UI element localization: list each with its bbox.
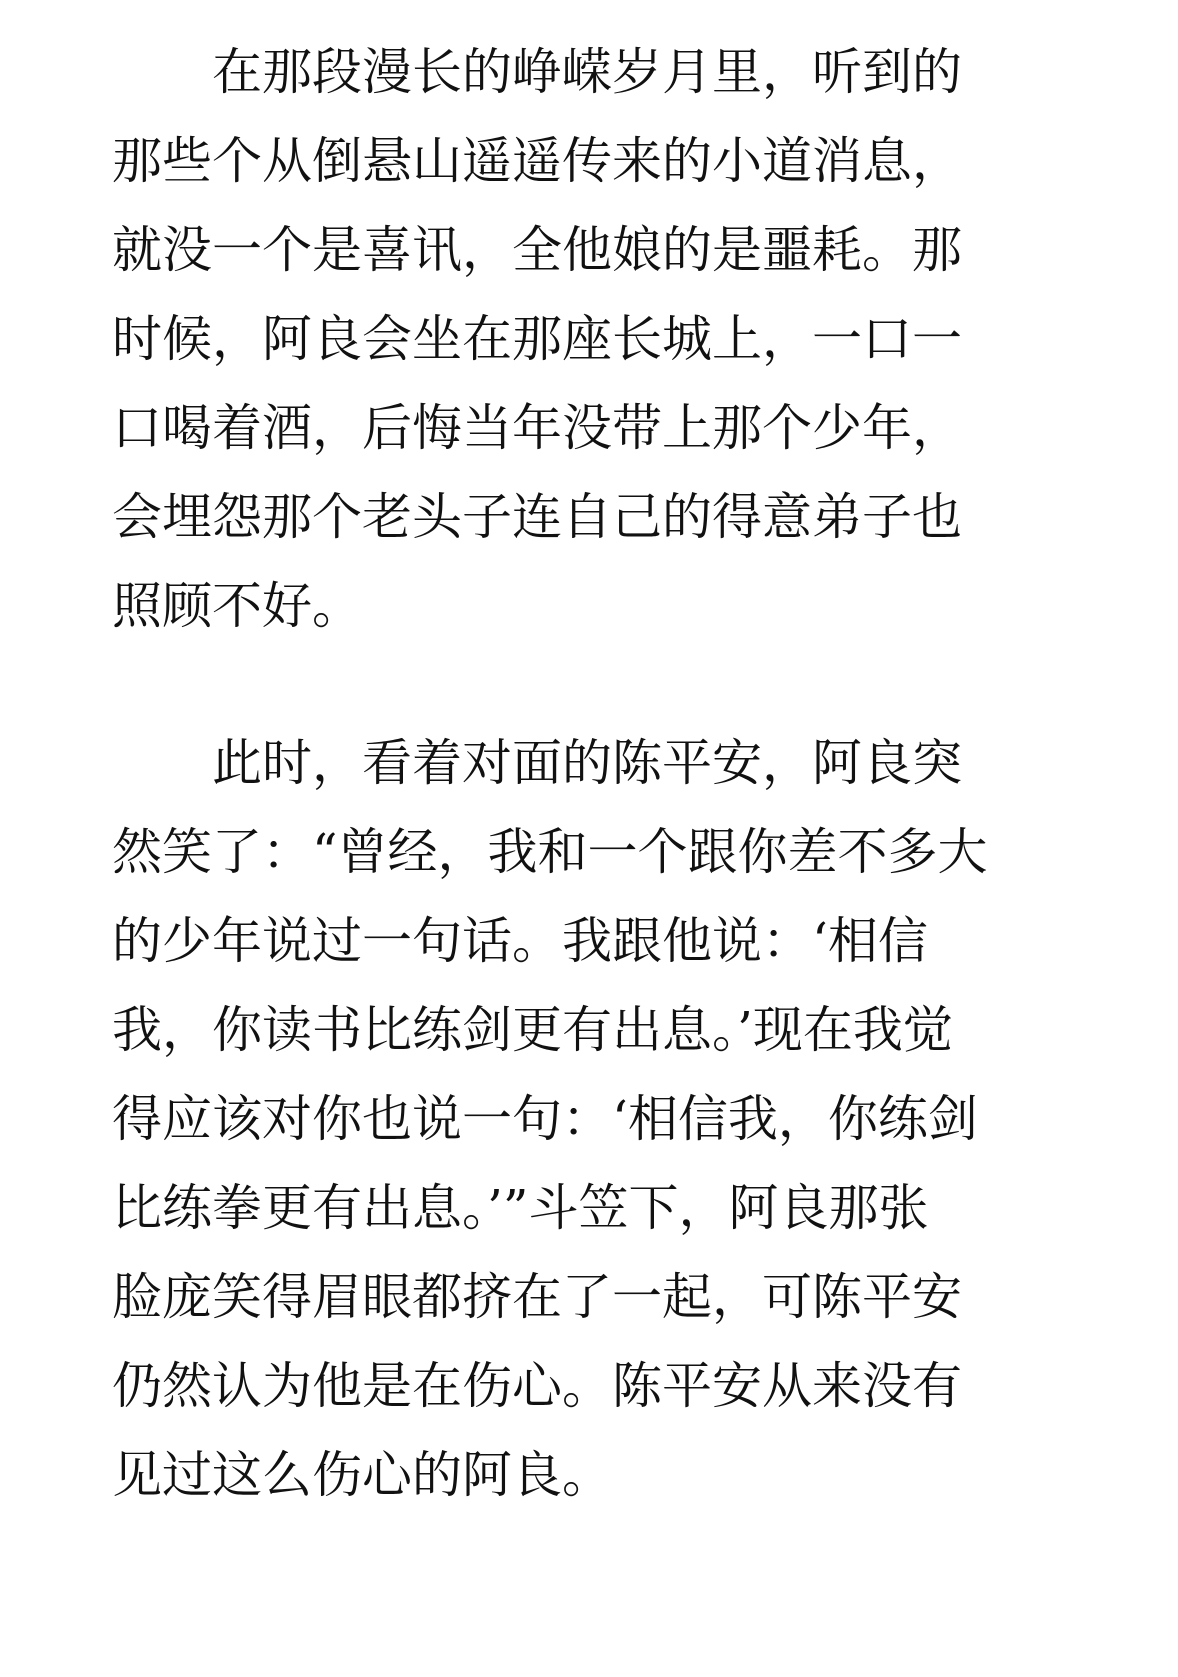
paragraph-1 [112, 28, 1112, 651]
text-line: 照顾不好。 [112, 577, 362, 635]
text-line: 那些个从倒悬山遥遥传来的小道消息， [112, 132, 962, 190]
text-line: 此时，看着对面的陈平安，阿良突 [212, 734, 962, 792]
text-line: 时候，阿良会坐在那座长城上，一口一 [112, 310, 962, 368]
text-line: 就没一个是喜讯，全他娘的是噩耗。那 [112, 221, 962, 279]
text-line: 的少年说过一句话。我跟他说：‘相信 [112, 912, 928, 970]
text-line: 然笑了：“曾经，我和一个跟你差不多大 [112, 823, 988, 881]
text-line: 会埋怨那个老头子连自己的得意弟子也 [112, 488, 962, 546]
text-line: 我，你读书比练剑更有出息。’现在我觉 [112, 1001, 953, 1059]
text-line: 比练拳更有出息。’”斗笠下，阿良那张 [112, 1179, 929, 1237]
text-line: 仍然认为他是在伤心。陈平安从来没有 [112, 1357, 962, 1415]
text-line: 得应该对你也说一句：‘相信我，你练剑 [112, 1090, 978, 1148]
text-line: 脸庞笑得眉眼都挤在了一起，可陈平安 [112, 1268, 962, 1326]
text-line: 在那段漫长的峥嵘岁月里，听到的 [212, 43, 962, 101]
text-line: 口喝着酒，后悔当年没带上那个少年， [112, 399, 962, 457]
document-page [112, 28, 1112, 1520]
paragraph-2 [112, 719, 1112, 1520]
text-line: 见过这么伤心的阿良。 [112, 1446, 612, 1504]
